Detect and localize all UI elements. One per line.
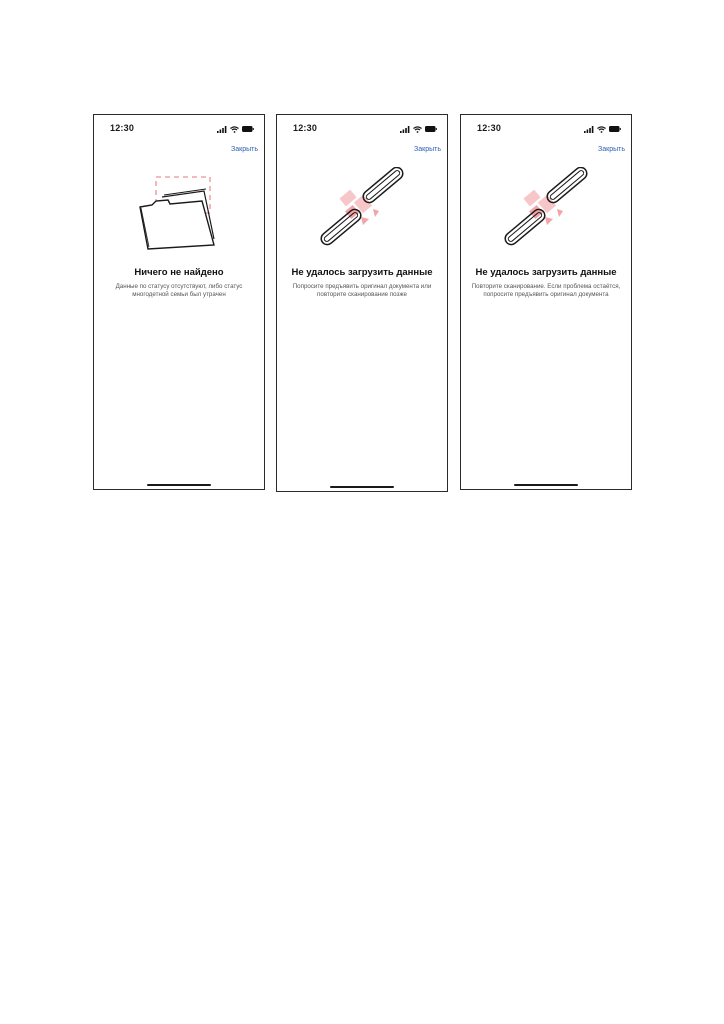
error-title: Не удалось загрузить данные: [475, 267, 617, 278]
battery-icon: [609, 126, 621, 132]
broken-link-icon: [491, 167, 601, 263]
status-icons: [217, 125, 254, 133]
battery-icon: [242, 126, 254, 132]
signal-icon: [400, 126, 410, 133]
broken-link-icon: [307, 167, 417, 263]
close-button[interactable]: Закрыть: [414, 146, 441, 153]
home-indicator: [330, 486, 394, 488]
status-time: 12:30: [477, 123, 502, 133]
wifi-icon: [230, 126, 239, 133]
close-button[interactable]: Закрыть: [598, 146, 625, 153]
close-button[interactable]: Закрыть: [231, 146, 258, 153]
empty-state-description: Данные по статусу отсутствуют, либо статус многодетной семьи был утрачен: [115, 283, 243, 299]
error-title: Не удалось загрузить данные: [291, 267, 433, 278]
battery-icon: [425, 126, 437, 132]
status-time: 12:30: [293, 123, 318, 133]
wifi-icon: [413, 126, 422, 133]
phone-screen-load-error: [276, 114, 448, 492]
status-icons: [400, 125, 437, 133]
phone-screen-nothing-found: [93, 114, 265, 490]
error-description: Попросите предъявить оригинал документа или повторите сканирование позже: [292, 283, 432, 299]
illustration: [94, 167, 264, 263]
illustration: [277, 167, 447, 263]
empty-state-title: Ничего не найдено: [134, 267, 224, 278]
status-bar: [293, 123, 437, 135]
home-indicator: [514, 484, 578, 486]
status-bar: [110, 123, 254, 135]
folder-icon: [124, 167, 234, 263]
wifi-icon: [597, 126, 606, 133]
error-description: Повторите сканирование. Если проблема остаётся, попросите предъявить оригинал документа: [471, 283, 621, 299]
home-indicator: [147, 484, 211, 486]
status-bar: [477, 123, 621, 135]
signal-icon: [217, 126, 227, 133]
phone-screen-load-error-retry: [460, 114, 632, 490]
illustration: [461, 167, 631, 263]
status-icons: [584, 125, 621, 133]
signal-icon: [584, 126, 594, 133]
status-time: 12:30: [110, 123, 135, 133]
